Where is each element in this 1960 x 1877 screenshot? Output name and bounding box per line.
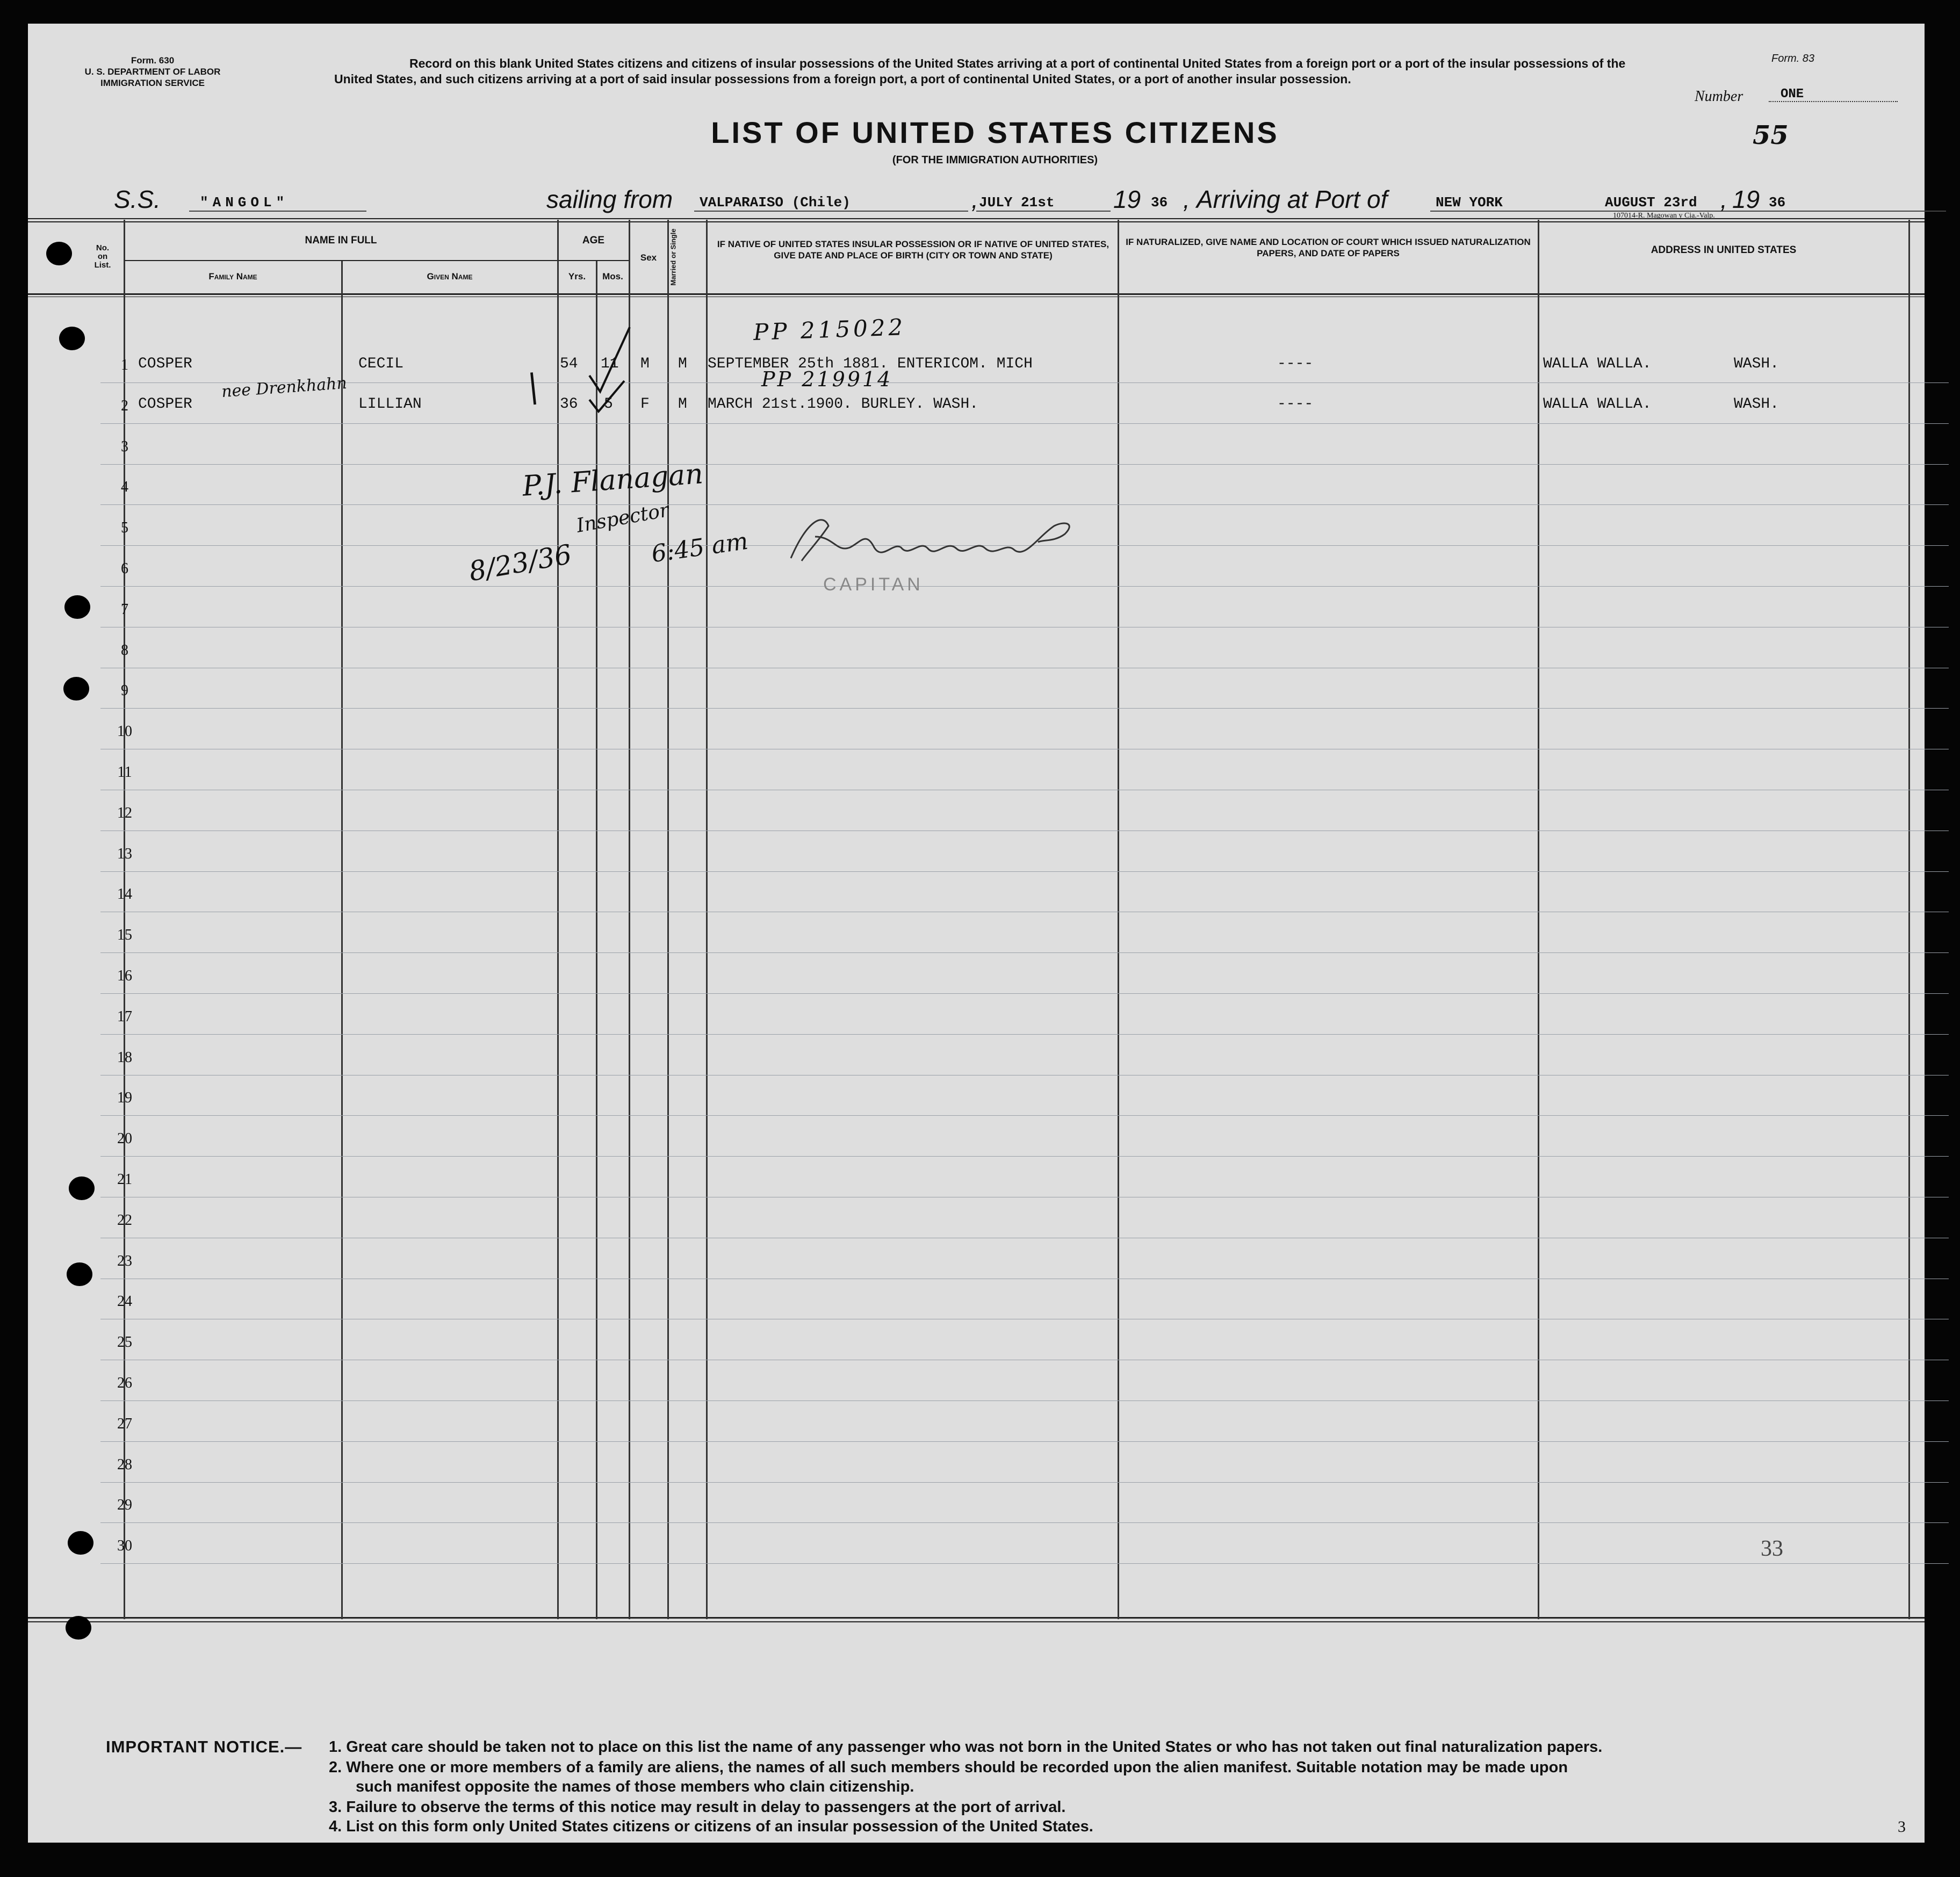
row-number: 30 <box>117 1537 132 1555</box>
row-number: 6 <box>121 560 128 577</box>
notice-item: 3. Failure to observe the terms of this notice may result in delay to passengers at the port of arrival. <box>329 1799 1066 1816</box>
punch-hole <box>46 242 72 265</box>
subheader-rule <box>558 260 629 261</box>
inspector-title: Inspector <box>574 499 671 537</box>
arrival-year: 36 <box>1769 194 1786 211</box>
header-text: on <box>97 252 108 261</box>
form-reference-line: IMMIGRATION SERVICE <box>100 78 205 88</box>
header-family-name: Family Name <box>208 271 257 281</box>
row-number: 3 <box>121 438 128 455</box>
given-name-cell: LILLIAN <box>358 396 422 413</box>
punch-hole <box>67 1262 92 1286</box>
punch-hole <box>64 595 90 619</box>
header-sex: Sex <box>640 252 657 263</box>
row-rule <box>100 464 1949 465</box>
passport-annotation: PP 219914 <box>761 367 893 391</box>
form-number: Form. 83 <box>1771 53 1815 64</box>
year-prefix: 19 <box>1732 185 1760 213</box>
notice-item: 4. List on this form only United States citizens or citizens of an insular possession of the United States. <box>329 1818 1093 1835</box>
notice-item: 2. Where one or more members of a family are aliens, the names of all such members should be recorded upon the alien manifest. Suitable notation may be made upon <box>329 1759 1568 1776</box>
row-rule <box>100 952 1949 953</box>
row-number: 20 <box>117 1130 132 1147</box>
age-months-cell: 11 <box>601 356 619 372</box>
table-bottom-border <box>28 1617 1925 1619</box>
row-rule <box>100 1156 1949 1157</box>
punch-hole <box>63 677 89 701</box>
sail-year: 36 <box>1151 194 1168 211</box>
notice-heading: IMPORTANT NOTICE.— <box>106 1737 302 1756</box>
row-rule <box>100 1400 1949 1401</box>
header-naturalized: IF NATURALIZED, GIVE NAME AND LOCATION OF COURT WHICH ISSUED NATURALIZATION PAPERS, AND DATE OF PAPERS <box>1126 237 1531 258</box>
row-number: 18 <box>117 1049 132 1066</box>
header-married-single: Married or Single <box>669 228 678 286</box>
row-number: 27 <box>117 1415 132 1432</box>
age-years-cell: 54 <box>560 356 578 372</box>
fill-line <box>976 211 1111 212</box>
number-underline <box>1769 101 1898 102</box>
punch-hole <box>66 1616 91 1640</box>
given-name-cell: CECIL <box>358 356 404 372</box>
table-top-border <box>28 221 1925 222</box>
page-number: 33 <box>1761 1536 1783 1561</box>
page-subtitle: (FOR THE IMMIGRATION AUTHORITIES) <box>892 154 1098 166</box>
ship-name: "ANGOL" <box>200 194 289 211</box>
row-number: 21 <box>117 1171 132 1188</box>
form-reference-line: U. S. DEPARTMENT OF LABOR <box>84 67 221 77</box>
arrival-date: AUGUST 23rd <box>1605 194 1697 211</box>
punch-hole <box>59 327 85 350</box>
header-native-birth: IF NATIVE OF UNITED STATES INSULAR POSSESSION OR IF NATIVE OF UNITED STATES, GIVE DATE AND PLACE OF BIRTH (CITY OR TOWN AND STATE) <box>717 239 1109 261</box>
row-number: 8 <box>121 641 128 659</box>
row-number: 11 <box>117 764 132 781</box>
sailing-label: sailing from <box>546 185 673 213</box>
row-rule <box>100 1522 1949 1523</box>
row-rule <box>100 1034 1949 1035</box>
address-state-cell: WASH. <box>1734 356 1779 372</box>
row-number: 1 <box>121 357 128 373</box>
row-rule <box>100 1441 1949 1442</box>
row-number: 2 <box>121 397 128 414</box>
inspector-signature: P.J. Flanagan <box>521 458 704 503</box>
naturalized-cell: ---- <box>1277 356 1314 372</box>
table-top-border <box>28 218 1925 219</box>
corner-mark: 3 <box>1898 1818 1906 1836</box>
row-rule <box>100 1482 1949 1483</box>
row-rule <box>100 504 1949 505</box>
naturalized-cell: ---- <box>1277 396 1314 413</box>
arriving-label: Arriving at Port of <box>1197 185 1388 213</box>
address-state-cell: WASH. <box>1734 396 1779 413</box>
row-rule <box>100 1115 1949 1116</box>
inspection-date: 8/23/36 <box>466 538 574 588</box>
row-number: 23 <box>117 1252 132 1269</box>
column-rule <box>667 220 669 1619</box>
header-text: No. <box>96 243 110 252</box>
notice-item: 1. Great care should be taken not to place on this list the name of any passenger who was not born in the United States or who has not taken out final naturalization papers. <box>329 1738 1603 1756</box>
intro-text: Record on this blank United States citizens and citizens of insular possessions of the United States arriving at a port of continental United States from a foreign port or a port of the insular possessions of the United States, and such citizens arriving at a port of said insular possessions from a foreign port, a port of continental United States, or a port of another insular possession. <box>334 56 1626 86</box>
column-rule <box>1118 220 1119 1619</box>
sex-cell: M <box>640 356 650 372</box>
page-title: LIST OF UNITED STATES CITIZENS <box>711 115 1279 149</box>
birth-cell: MARCH 21st.1900. BURLEY. WASH. <box>708 396 979 413</box>
notice-item: such manifest opposite the names of those members who clain citizenship. <box>356 1778 914 1795</box>
family-name-cell: COSPER <box>138 396 192 413</box>
from-port: VALPARAISO (Chile) <box>700 194 851 211</box>
row-number: 10 <box>117 723 132 740</box>
header-age: AGE <box>582 235 605 246</box>
row-number: 25 <box>117 1334 132 1351</box>
row-rule <box>100 1563 1949 1564</box>
row-number: 22 <box>117 1211 132 1229</box>
passport-annotation: PP 215022 <box>753 314 906 345</box>
form-reference <box>83 55 222 89</box>
row-number: 28 <box>117 1456 132 1473</box>
header-address: ADDRESS IN UNITED STATES <box>1651 244 1797 256</box>
comma: , <box>1720 185 1727 213</box>
age-years-cell: 36 <box>560 396 578 413</box>
column-rule <box>1908 220 1910 1619</box>
row-number: 14 <box>117 886 132 903</box>
row-number: 5 <box>121 519 128 537</box>
birth-cell: SEPTEMBER 25th 1881. ENTERICOM. MICH <box>708 356 1033 372</box>
column-rule <box>124 220 125 1619</box>
header-mos: Mos. <box>602 271 623 281</box>
row-number: 29 <box>117 1497 132 1514</box>
punch-hole <box>69 1176 95 1200</box>
subheader-rule <box>125 260 557 261</box>
fill-line <box>189 211 366 212</box>
sheet-number: 55 <box>1753 120 1789 150</box>
header-bottom-border <box>28 293 1925 295</box>
header-name-in-full: NAME IN FULL <box>305 235 377 246</box>
age-months-cell: 5 <box>604 396 613 413</box>
maiden-name-annotation: nee Drenkhahn <box>221 373 348 402</box>
captain-stamp: CAPITAN <box>823 574 924 595</box>
row-number: 4 <box>121 479 128 496</box>
row-number: 17 <box>117 1008 132 1025</box>
form-reference-line: Form. 630 <box>131 55 175 66</box>
column-rule <box>1538 220 1539 1619</box>
ss-label: S.S. <box>114 185 161 213</box>
row-rule <box>100 993 1949 994</box>
row-number: 12 <box>117 804 132 821</box>
comma: , <box>971 185 978 213</box>
family-name-cell: COSPER <box>138 356 192 372</box>
row-rule <box>100 708 1949 709</box>
column-rule <box>557 220 559 1619</box>
header-given-name: Given Name <box>427 271 473 281</box>
header-text: List. <box>94 261 111 270</box>
table-bottom-border <box>28 1621 1925 1622</box>
printer-credit: 107014-R. Magowan y Cia.-Valp. <box>1613 212 1715 220</box>
row-rule <box>100 423 1949 424</box>
row-number: 7 <box>121 601 128 618</box>
captain-signature-icon <box>786 510 1086 569</box>
row-rule <box>100 586 1949 587</box>
inspection-time: 6:45 am <box>650 527 750 568</box>
married-cell: M <box>678 396 687 413</box>
address-city-cell: WALLA WALLA. <box>1543 396 1652 413</box>
number-label: Number <box>1695 88 1743 105</box>
comma: , <box>1183 185 1190 213</box>
punch-hole <box>68 1531 93 1555</box>
row-number: 15 <box>117 927 132 944</box>
row-number: 9 <box>121 682 128 699</box>
year-prefix: 19 <box>1113 185 1141 213</box>
arrival-port: NEW YORK <box>1436 194 1503 211</box>
header-yrs: Yrs. <box>568 271 586 281</box>
tally-mark: | <box>525 367 541 406</box>
header-no <box>82 244 124 270</box>
column-rule <box>629 220 630 1619</box>
sex-cell: F <box>640 396 650 413</box>
fill-line <box>694 211 968 212</box>
row-number: 26 <box>117 1375 132 1391</box>
manifest-sheet <box>28 24 1925 1843</box>
row-rule <box>100 382 1949 383</box>
address-city-cell: WALLA WALLA. <box>1543 356 1652 372</box>
check-mark-icon <box>587 378 630 416</box>
row-rule <box>100 871 1949 872</box>
column-rule <box>706 220 708 1619</box>
row-number: 24 <box>117 1293 132 1310</box>
married-cell: M <box>678 356 687 372</box>
row-number: 16 <box>117 968 132 984</box>
sail-date: JULY 21st <box>979 194 1055 211</box>
number-value: ONE <box>1781 87 1804 102</box>
row-number: 19 <box>117 1089 132 1107</box>
row-number: 13 <box>117 845 132 862</box>
